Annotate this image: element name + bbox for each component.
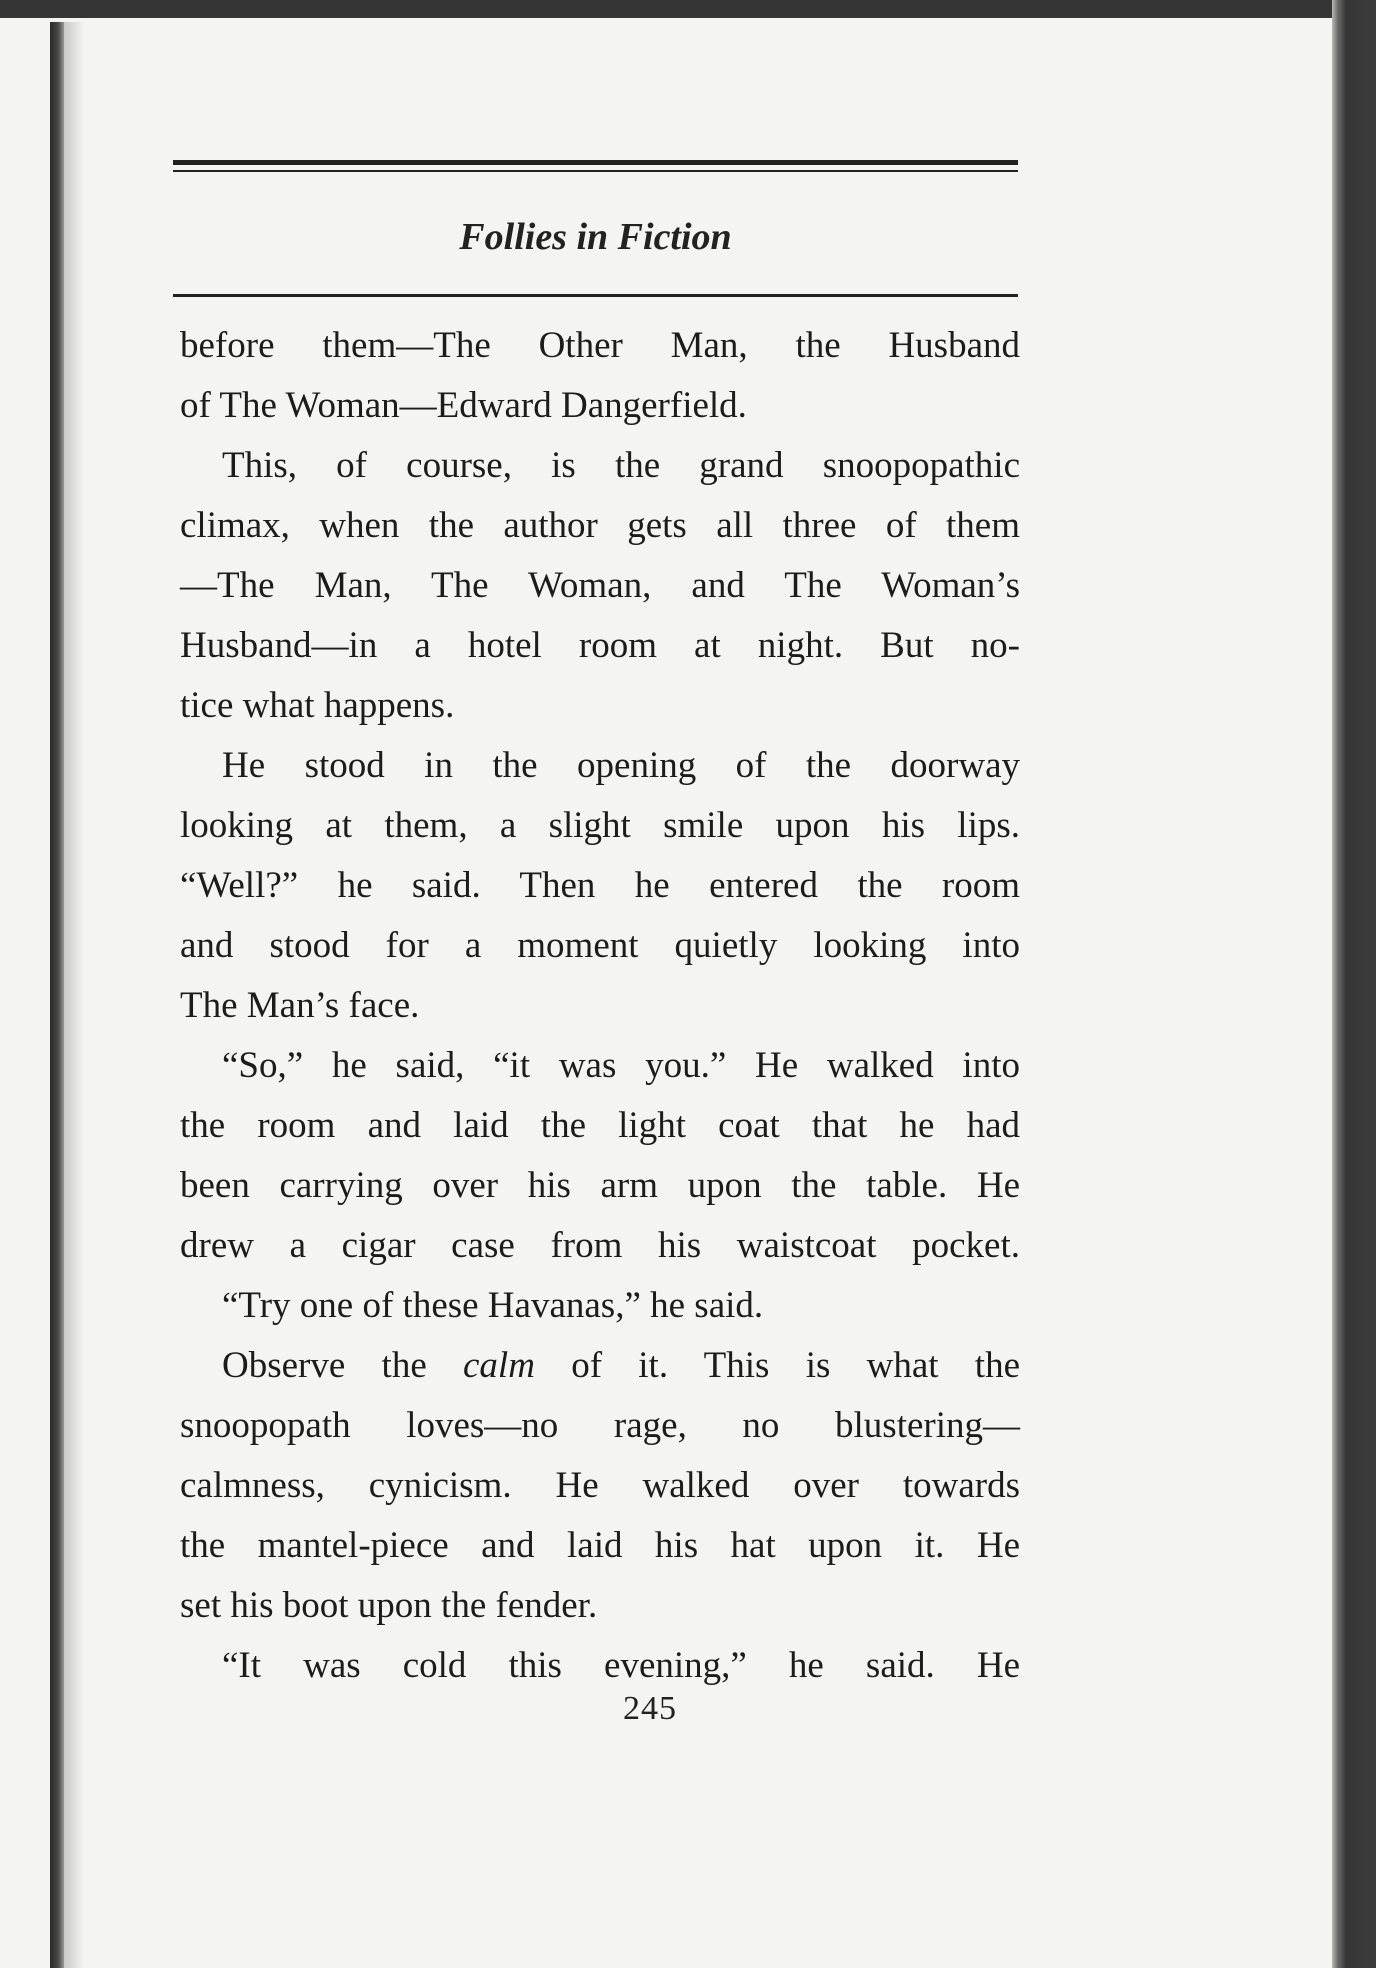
text-line: the mantel-piece and laid his hat upon it. He bbox=[180, 1525, 1020, 1566]
gutter-shadow bbox=[64, 22, 84, 1968]
scan-top-border bbox=[0, 0, 1376, 20]
header-rule-below bbox=[173, 294, 1018, 297]
text-segment: the bbox=[974, 1345, 1020, 1386]
text-line: drew a cigar case from his waistcoat pocket. bbox=[180, 1225, 1020, 1266]
text-line: This, of course, is the grand snoopopathic bbox=[222, 445, 1020, 486]
text-line: and stood for a moment quietly looking into bbox=[180, 925, 1020, 966]
text-line: “So,” he said, “it was you.” He walked into bbox=[222, 1045, 1020, 1086]
text-line: calmness, cynicism. He walked over towards bbox=[180, 1465, 1020, 1506]
text-line: Husband—in a hotel room at night. But no- bbox=[180, 625, 1020, 666]
text-line: snoopopath loves—no rage, no blustering— bbox=[180, 1405, 1020, 1446]
text-line bbox=[180, 1336, 1020, 1396]
page-number: 245 bbox=[623, 1690, 677, 1727]
text-line: set his boot upon the fender. bbox=[180, 1585, 598, 1626]
text-line: before them—The Other Man, the Husband bbox=[180, 325, 1020, 366]
body-text bbox=[180, 316, 1020, 1696]
text-line: looking at them, a slight smile upon his lips. bbox=[180, 805, 1020, 846]
text-line: “It was cold this evening,” he said. He bbox=[222, 1645, 1020, 1686]
text-line: of The Woman—Edward Dangerfield. bbox=[180, 385, 747, 426]
emphasized-word: calm bbox=[463, 1345, 535, 1386]
text-line: “Try one of these Havanas,” he said. bbox=[222, 1285, 764, 1326]
text-line: He stood in the opening of the doorway bbox=[222, 745, 1020, 786]
book-spine-edge bbox=[50, 22, 64, 1968]
header-rule-thin bbox=[173, 170, 1018, 172]
text-line: climax, when the author gets all three of them bbox=[180, 505, 1020, 546]
text-line: the room and laid the light coat that he had bbox=[180, 1105, 1020, 1146]
text-segment: Observe the bbox=[222, 1345, 463, 1386]
text-line: “Well?” he said. Then he entered the room bbox=[180, 865, 1020, 906]
book-cover-edge bbox=[1332, 0, 1376, 1968]
text-line: tice what happens. bbox=[180, 685, 455, 726]
text-line: been carrying over his arm upon the table. He bbox=[180, 1165, 1020, 1206]
text-segment: of it. This is what bbox=[534, 1345, 975, 1386]
text-line: —The Man, The Woman, and The Woman’s bbox=[180, 565, 1020, 606]
page-header bbox=[173, 160, 1018, 297]
running-title: Follies in Fiction bbox=[459, 216, 732, 258]
text-line: The Man’s face. bbox=[180, 985, 420, 1026]
header-rule-thick bbox=[173, 160, 1018, 165]
